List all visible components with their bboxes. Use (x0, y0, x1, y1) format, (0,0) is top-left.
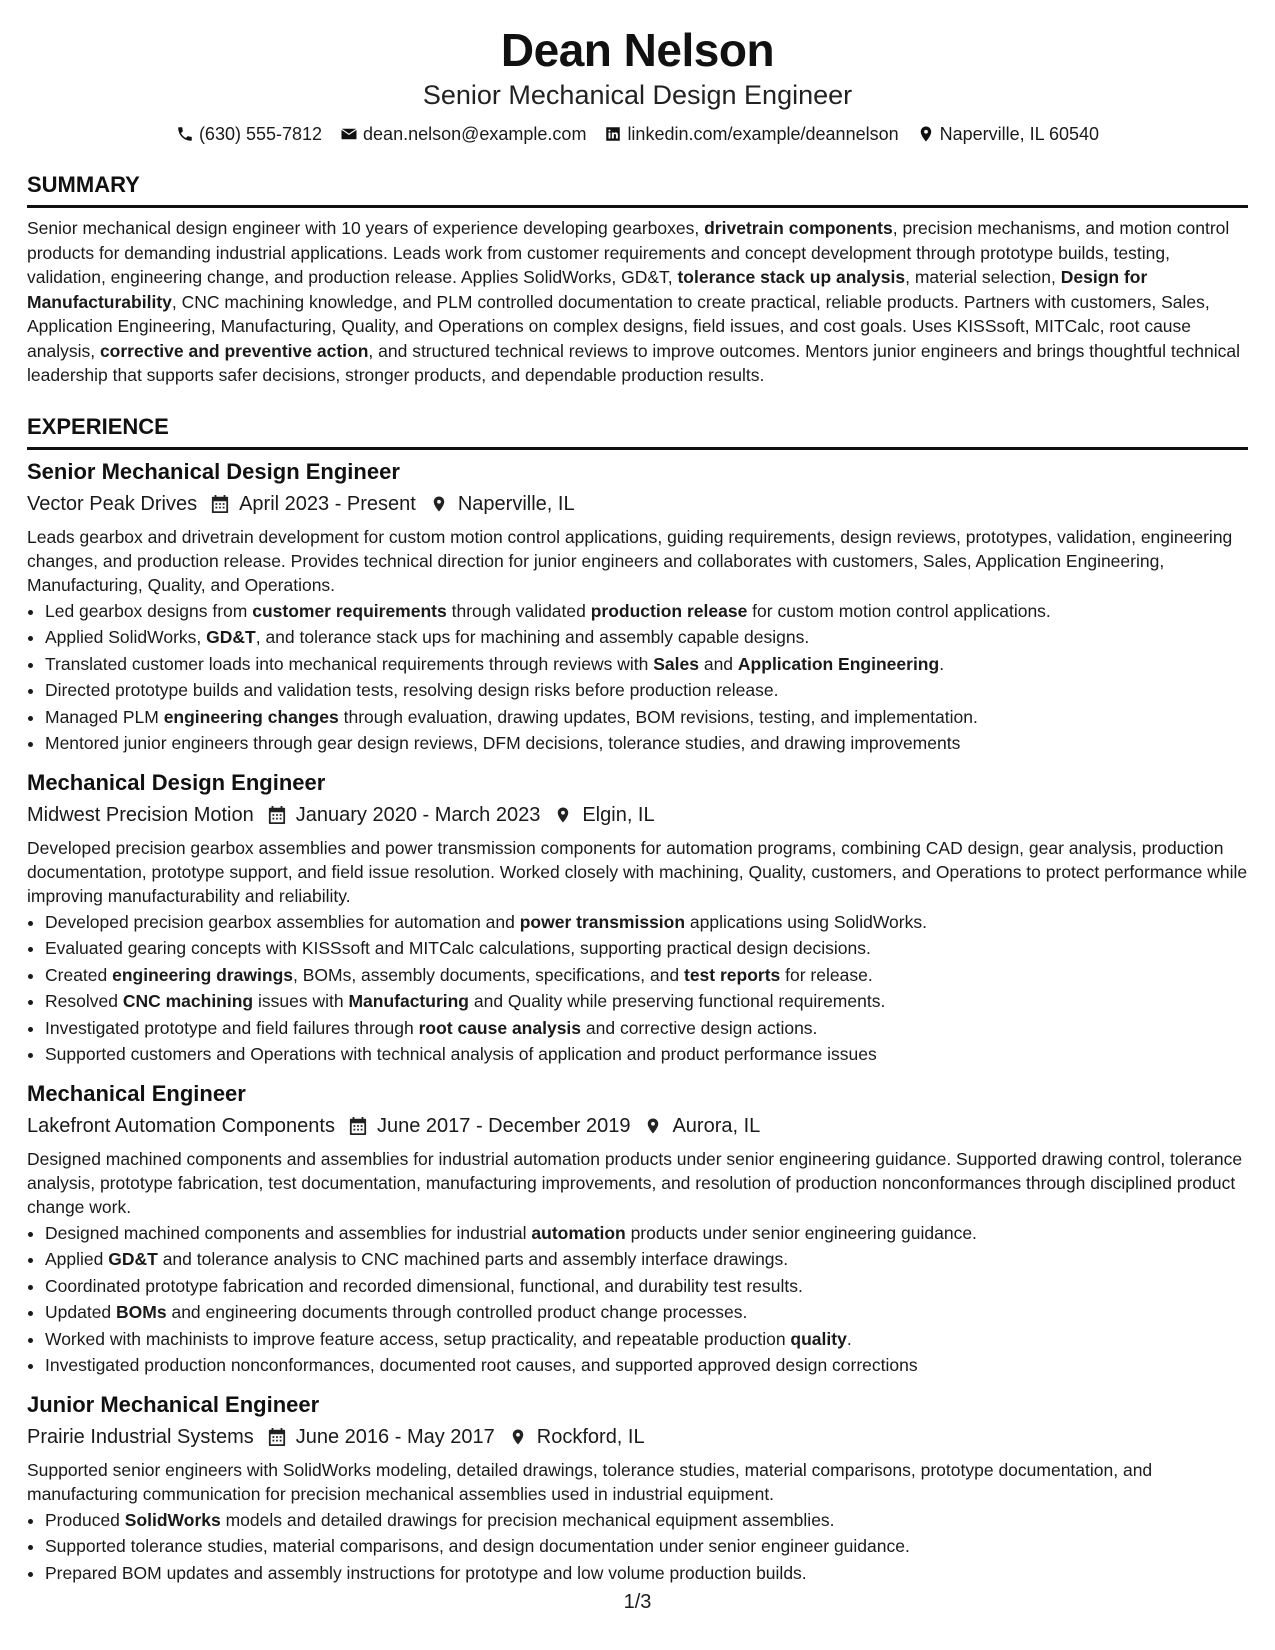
job-bullet (45, 1352, 1248, 1379)
job-dates-text: June 2016 - May 2017 (295, 1425, 495, 1448)
text-run: Applied (45, 1249, 109, 1269)
job-bullet (45, 962, 1248, 989)
bold-text: engineering drawings (112, 964, 293, 985)
job-bullet (45, 1299, 1248, 1326)
job-entry (27, 1080, 1248, 1379)
bold-text: customer requirements (252, 600, 447, 621)
contact-email[interactable] (340, 122, 586, 146)
text-run: products under senior engineering guidance. (625, 1222, 977, 1243)
phone-icon (176, 125, 194, 143)
envelope-icon (340, 125, 358, 143)
job-company-text: Vector Peak Drives (27, 492, 198, 515)
job-dates (268, 801, 541, 829)
text-run: Created (45, 964, 113, 985)
job-dates (211, 490, 416, 518)
calendar-icon (211, 494, 229, 514)
text-run: Worked with machinists to improve feature access, setup practicality, and repeatable production (45, 1328, 791, 1349)
job-company (27, 490, 197, 518)
text-run: , CNC machining knowledge, and PLM controlled documentation to create practical, reliable products. Partners with customers, Sales, Application Engineering, Manufacturing, Quality, and Operations on complex designs, field issues, and cost goals. Uses KISSsoft, MITCalc, root cause analysis, (27, 291, 1210, 361)
job-company (27, 1112, 335, 1140)
text-run: through validated (446, 600, 591, 621)
text-run: , precision mechanisms, and motion control products for demanding industrial applications. Leads work from customer requirements and concept development through prototype builds, testing, validation, engineering change, and production release. Applies SolidWorks, GD&T, (27, 218, 1230, 287)
bold-text: CNC machining (122, 991, 254, 1011)
job-bullet (45, 1220, 1248, 1247)
text-run: Senior mechanical design engineer with 10 years of experience developing gearboxes, (27, 218, 705, 238)
job-dates (349, 1112, 631, 1140)
job-description: Supported senior engineers with SolidWorks modeling, detailed drawings, tolerance studies, material comparisons, prototype documentation, and manufacturing communication for precision mechanical assemblies used in industrial equipment. (27, 1459, 1153, 1504)
job-description: Developed precision gearbox assemblies and power transmission components for automation programs, combining CAD design, gear analysis, production documentation, prototype support, and field issue resolution. Worked closely with machining, Quality, customers, and Operations to protect performance while improving manufacturability and reliability. (27, 837, 1248, 906)
text-run: applications using SolidWorks. (685, 911, 927, 932)
contact-linkedin-text[interactable]: linkedin.com/example/deannelson (627, 124, 899, 144)
job-location-text: Aurora, IL (672, 1114, 761, 1137)
text-run: issues with (253, 991, 349, 1011)
contact-phone-text: (630) 555-7812 (198, 124, 323, 144)
text-run: for release. (780, 964, 873, 985)
job-company (27, 801, 254, 829)
job-meta (27, 1112, 1248, 1140)
location-pin-icon (554, 805, 572, 825)
job-company-text: Midwest Precision Motion (27, 803, 254, 826)
bold-text: quality (790, 1328, 847, 1349)
text-run: and tolerance analysis to CNC machined parts and assembly interface drawings. (157, 1249, 789, 1269)
job-bullet (45, 677, 1248, 704)
resume-header (27, 0, 1248, 146)
job-bullets (27, 1507, 1248, 1587)
text-run: Mentored junior engineers through gear design reviews, DFM decisions, tolerance studies, and drawing improvements (45, 733, 961, 753)
job-bullets (27, 598, 1248, 757)
contact-location (917, 122, 1099, 146)
text-run: Led gearbox designs from (45, 600, 253, 621)
text-run: and Quality while preserving functional requirements. (469, 991, 886, 1011)
bold-text: Sales (653, 653, 699, 674)
bold-text: test reports (684, 964, 781, 985)
job-title: Junior Mechanical Engineer (27, 1391, 320, 1417)
job-entry (27, 769, 1248, 1068)
text-run: and engineering documents through controlled product change processes. (166, 1302, 748, 1322)
experience-list (27, 458, 1248, 1587)
text-run: Prepared BOM updates and assembly instructions for prototype and low volume production builds. (45, 1562, 807, 1583)
summary-heading: SUMMARY (27, 171, 1248, 208)
text-run: Investigated prototype and field failures through (45, 1017, 419, 1038)
job-dates-text: January 2020 - March 2023 (295, 803, 541, 826)
text-run: and corrective design actions. (581, 1017, 818, 1038)
job-meta (27, 801, 1248, 829)
job-title: Mechanical Design Engineer (27, 769, 326, 795)
bold-text: drivetrain components (704, 218, 893, 238)
bold-text: GD&T (108, 1249, 158, 1269)
calendar-icon (268, 1427, 286, 1447)
contact-location-text: Naperville, IL 60540 (939, 124, 1100, 144)
bold-text: BOMs (116, 1302, 167, 1322)
bold-text: power transmission (519, 911, 686, 932)
text-run: through evaluation, drawing updates, BOM revisions, testing, and implementation. (338, 706, 978, 727)
text-run: . (846, 1328, 852, 1349)
job-title: Mechanical Engineer (27, 1080, 246, 1106)
location-pin-icon (509, 1427, 527, 1447)
text-run: Investigated production nonconformances, documented root causes, and supported approved design corrections (45, 1355, 918, 1375)
bold-text: Manufacturing (348, 991, 469, 1011)
location-pin-icon (430, 494, 448, 514)
linkedin-icon (604, 125, 622, 143)
bold-text: corrective and preventive action (99, 340, 369, 361)
location-pin-icon (917, 125, 935, 143)
job-entry (27, 458, 1248, 757)
job-location-text: Naperville, IL (457, 492, 575, 515)
job-bullet (45, 909, 1248, 936)
page-number: 1/3 (623, 1591, 652, 1613)
text-run: , BOMs, assembly documents, specifications, and (293, 964, 684, 985)
text-run: , material selection, (905, 267, 1061, 287)
job-bullet (45, 1560, 1248, 1587)
job-location-text: Rockford, IL (536, 1425, 645, 1448)
job-bullet (45, 624, 1248, 651)
job-company (27, 1423, 254, 1451)
job-location (644, 1112, 760, 1140)
job-bullets (27, 1220, 1248, 1379)
job-description: Leads gearbox and drivetrain development for custom motion control applications, guiding requirements, design reviews, prototypes, validation, engineering changes, and production release. Provides technical direction for junior engineers and collaborates with customers, Sales, Application Engineering, Manufacturing, Quality, and Operations. (27, 526, 1233, 595)
job-bullet (45, 1015, 1248, 1042)
text-run: Supported tolerance studies, material comparisons, and design documentation under senior engineer guidance. (45, 1536, 910, 1556)
job-description: Designed machined components and assemblies for industrial automation products under senior engineering guidance. Supported drawing control, tolerance analysis, prototype fabrication, test documentation, manufacturing improvements, and resolution of production nonconformances through disciplined product change work. (27, 1148, 1243, 1217)
candidate-title: Senior Mechanical Design Engineer (422, 80, 853, 110)
text-run: Updated (45, 1302, 117, 1322)
job-bullet (45, 1246, 1248, 1273)
text-run: Designed machined components and assemblies for industrial (45, 1222, 532, 1243)
job-bullet (45, 704, 1248, 731)
job-dates-text: June 2017 - December 2019 (376, 1114, 631, 1137)
text-run: for custom motion control applications. (747, 600, 1051, 621)
job-bullet (45, 1507, 1248, 1534)
text-run: and (698, 653, 738, 674)
text-run: Managed PLM (45, 706, 164, 727)
job-bullet (45, 598, 1248, 625)
job-dates (268, 1423, 495, 1451)
job-bullet (45, 988, 1248, 1015)
bold-text: Design for Manufacturability (27, 267, 1148, 312)
job-bullet (45, 1041, 1248, 1068)
contact-email-text[interactable]: dean.nelson@example.com (363, 124, 587, 144)
job-company-text: Prairie Industrial Systems (27, 1425, 254, 1448)
job-location (509, 1423, 645, 1451)
job-bullet (45, 935, 1248, 962)
text-run: models and detailed drawings for precision mechanical equipment assemblies. (220, 1509, 835, 1530)
text-run: Translated customer loads into mechanical requirements through reviews with (45, 653, 654, 674)
job-location (554, 801, 654, 829)
job-meta (27, 490, 1248, 518)
text-run: , and structured technical reviews to improve outcomes. Mentors junior engineers and brings thoughtful technical leadership that supports safer decisions, stronger products, and dependable production results. (27, 340, 1240, 385)
contact-linkedin[interactable] (604, 122, 898, 146)
bold-text: engineering changes (163, 706, 339, 727)
job-bullet (45, 1326, 1248, 1353)
text-run: Directed prototype builds and validation tests, resolving design risks before production release. (45, 680, 779, 700)
bold-text: SolidWorks (124, 1509, 221, 1530)
job-bullet (45, 1533, 1248, 1560)
text-run: Supported customers and Operations with technical analysis of application and product performance issues (45, 1044, 877, 1064)
text-run: Coordinated prototype fabrication and recorded dimensional, functional, and durability test results. (45, 1275, 803, 1296)
job-dates-text: April 2023 - Present (239, 492, 416, 515)
text-run: Evaluated gearing concepts with KISSsoft and MITCalc calculations, supporting practical design decisions. (45, 938, 871, 958)
calendar-icon (268, 805, 286, 825)
text-run: , and tolerance stack ups for machining and assembly capable designs. (255, 627, 810, 647)
job-entry (27, 1391, 1248, 1587)
job-company-text: Lakefront Automation Components (27, 1114, 335, 1137)
job-bullet (45, 730, 1248, 757)
candidate-name: Dean Nelson (500, 24, 775, 76)
text-run: Resolved (45, 991, 123, 1011)
text-run: Developed precision gearbox assemblies for automation and (45, 911, 520, 932)
bold-text: root cause analysis (418, 1017, 582, 1038)
job-bullet (45, 651, 1248, 678)
summary-text (27, 216, 1248, 388)
bold-text: tolerance stack up analysis (677, 267, 906, 287)
location-pin-icon (644, 1116, 662, 1136)
text-run: Produced (45, 1509, 125, 1530)
contact-bar (27, 122, 1248, 146)
calendar-icon (349, 1116, 367, 1136)
job-location (430, 490, 575, 518)
bold-text: Application Engineering (737, 653, 940, 674)
text-run: . (939, 653, 945, 674)
job-bullets (27, 909, 1248, 1068)
job-title: Senior Mechanical Design Engineer (27, 458, 400, 484)
bold-text: automation (531, 1222, 626, 1243)
bold-text: GD&T (206, 627, 256, 647)
experience-heading: EXPERIENCE (27, 413, 1248, 450)
text-run: Applied SolidWorks, (45, 627, 207, 647)
bold-text: production release (590, 600, 748, 621)
job-bullet (45, 1273, 1248, 1300)
job-meta (27, 1423, 1248, 1451)
job-location-text: Elgin, IL (582, 803, 655, 826)
contact-phone (176, 122, 322, 146)
